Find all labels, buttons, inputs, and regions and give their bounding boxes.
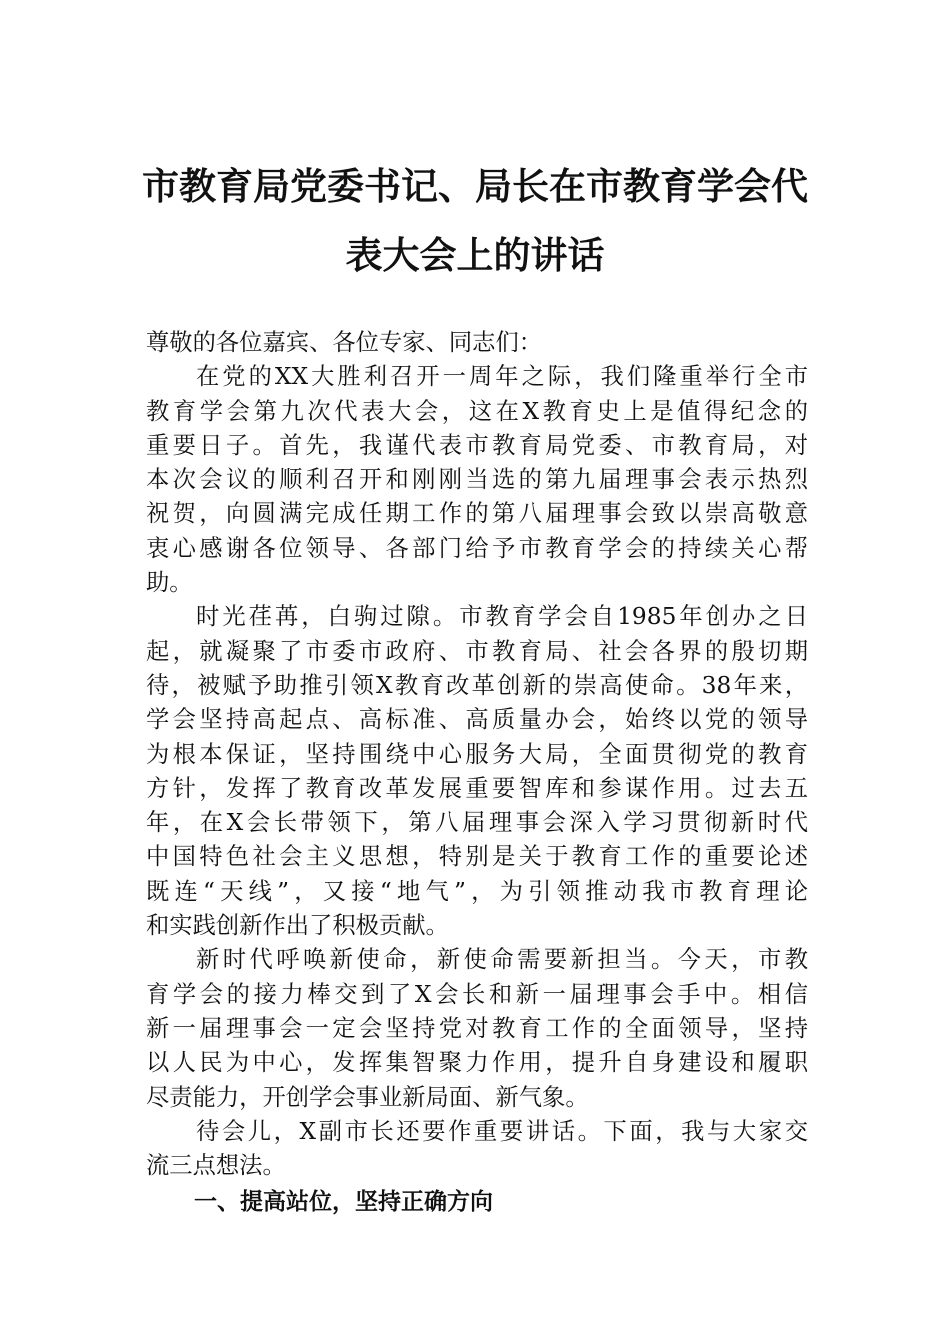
salutation: 尊敬的各位嘉宾、各位专家、同志们： [146,329,543,356]
paragraph-1-line-3: 重要日子。首先，我谨代表市教育局党委、市教育局，对 [146,431,808,459]
document-body [146,326,808,1220]
paragraph-2-line-10: 和实践创新作出了积极贡献。 [146,912,449,940]
paragraph-4-line-2: 流三点想法。 [146,1152,286,1180]
paragraph-3-line-2: 育学会的接力棒交到了X会长和新一届理事会手中。相信 [146,980,808,1008]
document-title-line-2: 表大会上的讲话 [345,233,605,277]
paragraph-1-line-5: 祝贺，向圆满完成任期工作的第八届理事会致以崇高敬意 [146,500,808,528]
paragraph-3-line-4: 以人民为中心，发挥集智聚力作用，提升自身建设和履职 [146,1049,808,1077]
paragraph-2-line-5: 为根本保证，坚持围绕中心服务大局，全面贯彻党的教育 [146,740,808,768]
paragraph-3-line-5: 尽责能力，开创学会事业新局面、新气象。 [146,1083,589,1111]
paragraph-1-line-7: 助。 [146,569,193,597]
paragraph-3-line-3: 新一届理事会一定会坚持党对教育工作的全面领导，坚持 [146,1014,808,1042]
paragraph-2-line-3: 待，被赋予助推引领X教育改革创新的崇高使命。38年来， [146,671,808,699]
paragraph-2-line-8: 中国特色社会主义思想，特别是关于教育工作的重要论述 [146,843,808,871]
paragraph-1-line-6: 衷心感谢各位领导、各部门给予市教育学会的持续关心帮 [146,534,808,562]
paragraph-1-line-1: 在党的XX大胜利召开一周年之际，我们隆重举行全市 [196,363,808,391]
paragraph-3-line-1: 新时代呼唤新使命，新使命需要新担当。今天，市教 [196,946,808,974]
paragraph-1-line-2: 教育学会第九次代表大会，这在X教育史上是值得纪念的 [146,397,808,425]
paragraph-2-line-1: 时光荏苒，白驹过隙。市教育学会自1985年创办之日 [196,603,808,631]
paragraph-2-line-7: 年，在X会长带领下，第八届理事会深入学习贯彻新时代 [146,809,808,837]
paragraph-1-line-4: 本次会议的顺利召开和刚刚当选的第九届理事会表示热烈 [146,466,808,494]
paragraph-2-line-2: 起，就凝聚了市委市政府、市教育局、社会各界的殷切期 [146,637,808,665]
paragraph-2-line-4: 学会坚持高起点、高标准、高质量办会，始终以党的领导 [146,706,808,734]
paragraph-2-line-9: 既连“天线”，又接“地气”，为引领推动我市教育理论 [146,877,808,905]
document-title-line-1: 市教育局党委书记、局长在市教育学会代 [142,164,808,208]
paragraph-4-line-1: 待会儿，X副市长还要作重要讲话。下面，我与大家交 [196,1117,808,1145]
section-heading: 一、提高站位，坚持正确方向 [194,1189,493,1216]
paragraph-2-line-6: 方针，发挥了教育改革发展重要智库和参谋作用。过去五 [146,774,808,802]
